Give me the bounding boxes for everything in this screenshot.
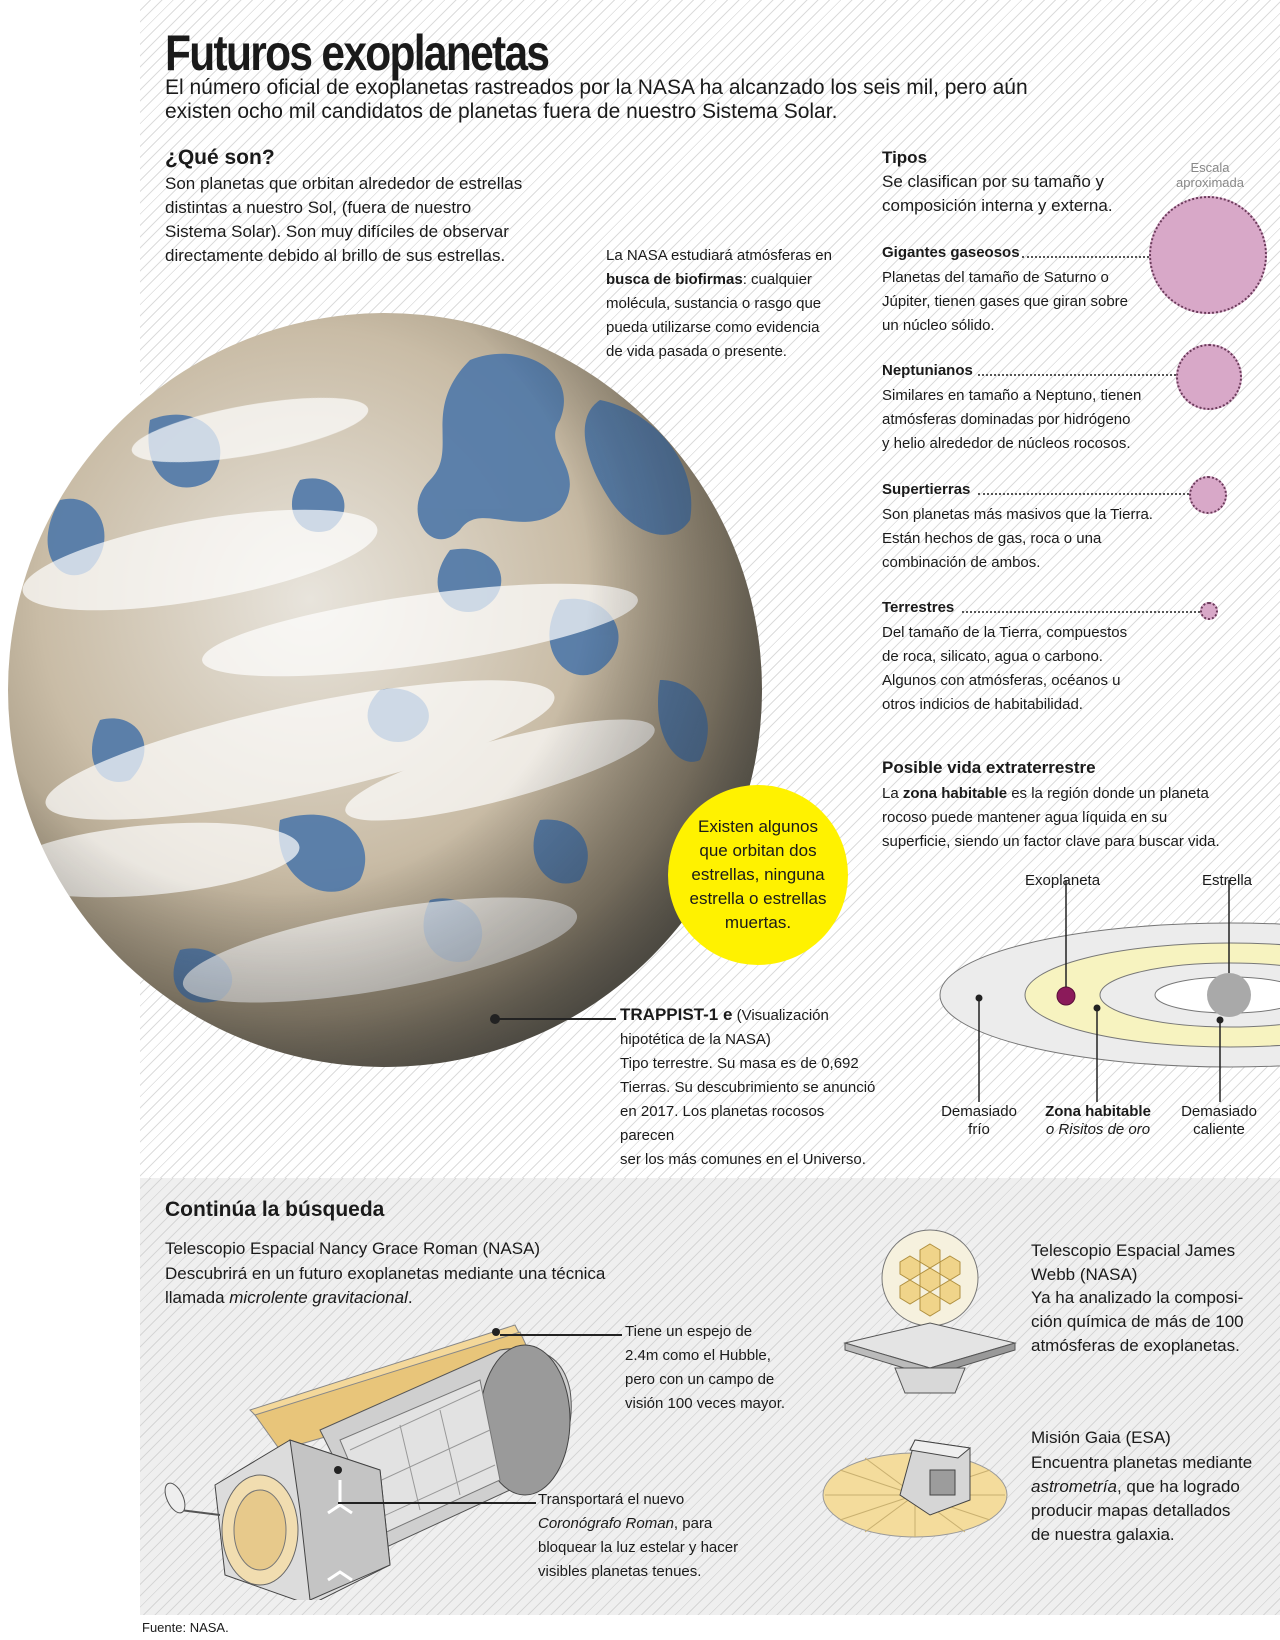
roman-coronagraph-leader [338,1502,536,1504]
page-title: Futuros exoplanetas [165,25,549,81]
trappist-leader-dot [490,1014,500,1024]
scale-label [1160,160,1260,190]
exoplaneta-label: Exoplaneta [1025,872,1101,889]
super-earth-leader [978,493,1189,495]
type-desc-line: otros indicios de habitabilidad. [882,696,1083,713]
coronagraph-line: visibles planetas tenues. [538,1563,702,1580]
gas-giant-desc [882,266,1152,338]
too-cold-line: frío [968,1121,990,1138]
gaia-title: Misión Gaia (ESA) [1031,1428,1171,1447]
terrestrial-name: Terrestres [882,599,955,616]
trappist-suffix: (Visualización [732,1007,829,1024]
type-desc-line: Algunos con atmósferas, océanos u [882,672,1121,689]
source-credit: Fuente: NASA. [142,1620,229,1635]
star-circle [1207,973,1251,1017]
too-hot-line: Demasiado [1181,1103,1257,1120]
gaia-line: producir mapas detallados [1031,1501,1231,1520]
type-desc-line: atmósferas dominadas por hidrógeno [882,411,1131,428]
astrometry-term: astrometría [1031,1477,1117,1496]
coronagraph-line: Transportará el nuevo [538,1491,685,1508]
coronagraph-line: bloquear la luz estelar y hacer [538,1539,739,1556]
too-hot-line: caliente [1193,1121,1245,1138]
page-subtitle: El número oficial de exoplanetas rastreados por la NASA ha alcanzado los seis mil, pero aún existen ocho mil candidatos de planetas fuera de nuestro Sistema Solar. [165,76,1028,123]
habitable-zone-term: zona habitable [902,785,1008,802]
webb-title-line: Telescopio Espacial James [1031,1241,1236,1260]
nasa-note-line: molécula, sustancia o rasgo que [606,295,822,312]
vida-heading: Posible vida extraterrestre [882,758,1096,777]
trappist-line: ser los más comunes en el Universo. [620,1151,866,1168]
habitable-zone-label [1030,1103,1166,1139]
callout-bubble: Existen algunos que orbitan dos estrellas, ninguna estrella o estrellas muertas. [668,785,848,965]
estrella-label: Estrella [1202,872,1253,889]
roman-coronagraph-note [538,1488,758,1584]
type-desc-line: un núcleo sólido. [882,317,995,334]
vida-line [882,782,1272,806]
tipos-intro-line: Se clasifican por su tamaño y [882,172,1105,191]
type-desc-line: Júpiter, tienen gases que giran sobre [882,293,1128,310]
super-earth-name: Supertierras [882,481,971,498]
webb-line: atmósferas de exoplanetas. [1031,1336,1240,1355]
tipos-heading: Tipos [882,148,928,167]
type-desc-line: Son planetas más masivos que la Tierra. [882,506,1153,523]
habitable-line: o Risitos de oro [1045,1121,1151,1138]
roman-telescope-illustration [160,1320,590,1600]
que-son-line: Sistema Solar). Son muy difíciles de observar [165,222,509,241]
que-son-line: distintas a nuestro Sol, (fuera de nuestro [165,198,472,217]
trappist-line: hipotética de la NASA) [620,1031,771,1048]
neptunian-leader [978,374,1176,376]
vida-post: es la región donde un planeta [1007,785,1209,802]
vida-text [882,782,1272,854]
type-desc-line: Del tamaño de la Tierra, compuestos [882,624,1128,641]
webb-title-line: Webb (NASA) [1031,1265,1138,1284]
roman-post: . [407,1288,413,1307]
neptunian-circle [1176,344,1242,410]
roman-pre: llamada [165,1288,230,1307]
gaia-mission-illustration [820,1420,1020,1550]
roman-note-line: pero con un campo de [625,1371,775,1388]
vida-line: rocoso puede mantener agua líquida en su [882,809,1168,826]
trappist-description [620,1003,880,1172]
terrestrial-circle [1200,602,1218,620]
habitable-line: Zona habitable [1045,1103,1151,1120]
roman-title: Telescopio Espacial Nancy Grace Roman (NASA) [165,1239,541,1258]
roman-text [165,1262,625,1310]
scale-label-line: aproximada [1176,175,1244,190]
gas-giant-name: Gigantes gaseosos [882,244,1020,261]
webb-text [1031,1286,1271,1358]
super-earth-circle [1189,476,1227,514]
coronagraph-line [538,1512,758,1536]
que-son-line: Son planetas que orbitan alrededor de estrellas [165,174,523,193]
roman-mirror-note [625,1320,805,1416]
type-desc-line: Planetas del tamaño de Saturno o [882,269,1109,286]
nasa-note-line: de vida pasada o presente. [606,343,787,360]
que-son-text [165,172,585,268]
que-son-heading: ¿Qué son? [165,146,275,169]
microlensing-term: microlente gravitacional [229,1288,408,1307]
type-desc-line: y helio alrededor de núcleos rocosos. [882,435,1131,452]
trappist-line: Tipo terrestre. Su masa es de 0,692 [620,1055,859,1072]
webb-title [1031,1239,1271,1287]
too-cold-label [930,1103,1028,1139]
roman-line: Descubrirá en un futuro exoplanetas mediante una técnica [165,1264,606,1283]
type-desc-line: combinación de ambos. [882,554,1041,571]
trappist-leader-line [494,1018,616,1020]
super-earth-desc [882,503,1162,575]
trappist-name: TRAPPIST-1 e [620,1005,733,1024]
scale-label-line: Escala [1190,160,1230,175]
terrestrial-leader [962,611,1200,613]
roman-line [165,1286,625,1310]
vida-pre: La [882,785,903,802]
tipos-intro-line: composición interna y externa. [882,196,1113,215]
neptunian-name: Neptunianos [882,362,973,379]
roman-mirror-leader [500,1334,622,1336]
biofirmas-term: busca de biofirmas [606,271,743,288]
james-webb-illustration [840,1228,1020,1398]
coronagraph-term: Coronógrafo Roman [538,1515,674,1532]
webb-line: Ya ha analizado la composi- [1031,1288,1244,1307]
roman-note-line: visión 100 veces mayor. [625,1395,786,1412]
neptunian-desc [882,384,1162,456]
trappist-line: Tierras. Su descubrimiento se anunció [620,1079,876,1096]
tipos-intro [882,170,1142,218]
busqueda-heading: Continúa la búsqueda [165,1198,385,1221]
exoplanet-dot [1057,987,1075,1005]
type-desc-line: Similares en tamaño a Neptuno, tienen [882,387,1142,404]
webb-line: ción química de más de 100 [1031,1312,1244,1331]
too-cold-line: Demasiado [941,1103,1017,1120]
que-son-line: directamente debido al brillo de sus estrellas. [165,246,506,265]
gaia-line: de nuestra galaxia. [1031,1525,1175,1544]
gaia-line: Encuentra planetas mediante [1031,1453,1253,1472]
trappist-line: en 2017. Los planetas rocosos parecen [620,1103,825,1144]
type-desc-line: de roca, silicato, agua o carbono. [882,648,1103,665]
nasa-note-line [606,268,846,292]
gaia-post: , que ha logrado [1116,1477,1240,1496]
gas-giant-leader [1022,256,1149,258]
nasa-note-line: pueda utilizarse como evidencia [606,319,820,336]
terrestrial-desc [882,621,1162,717]
trappist-planet-illustration [0,300,770,1080]
trappist-title-line [620,1003,880,1028]
gaia-line [1031,1475,1271,1499]
nasa-note-line: La NASA estudiará atmósferas en [606,247,832,264]
roman-note-line: Tiene un espejo de [625,1323,753,1340]
roman-note-line: 2.4m como el Hubble, [625,1347,771,1364]
gaia-text [1031,1451,1271,1547]
nasa-note-rest: : cualquier [742,271,812,288]
coronagraph-post: , para [673,1515,713,1532]
vida-line: superficie, siendo un factor clave para buscar vida. [882,833,1220,850]
gas-giant-circle [1149,196,1267,314]
too-hot-label [1170,1103,1268,1139]
type-desc-line: Están hechos de gas, roca o una [882,530,1102,547]
